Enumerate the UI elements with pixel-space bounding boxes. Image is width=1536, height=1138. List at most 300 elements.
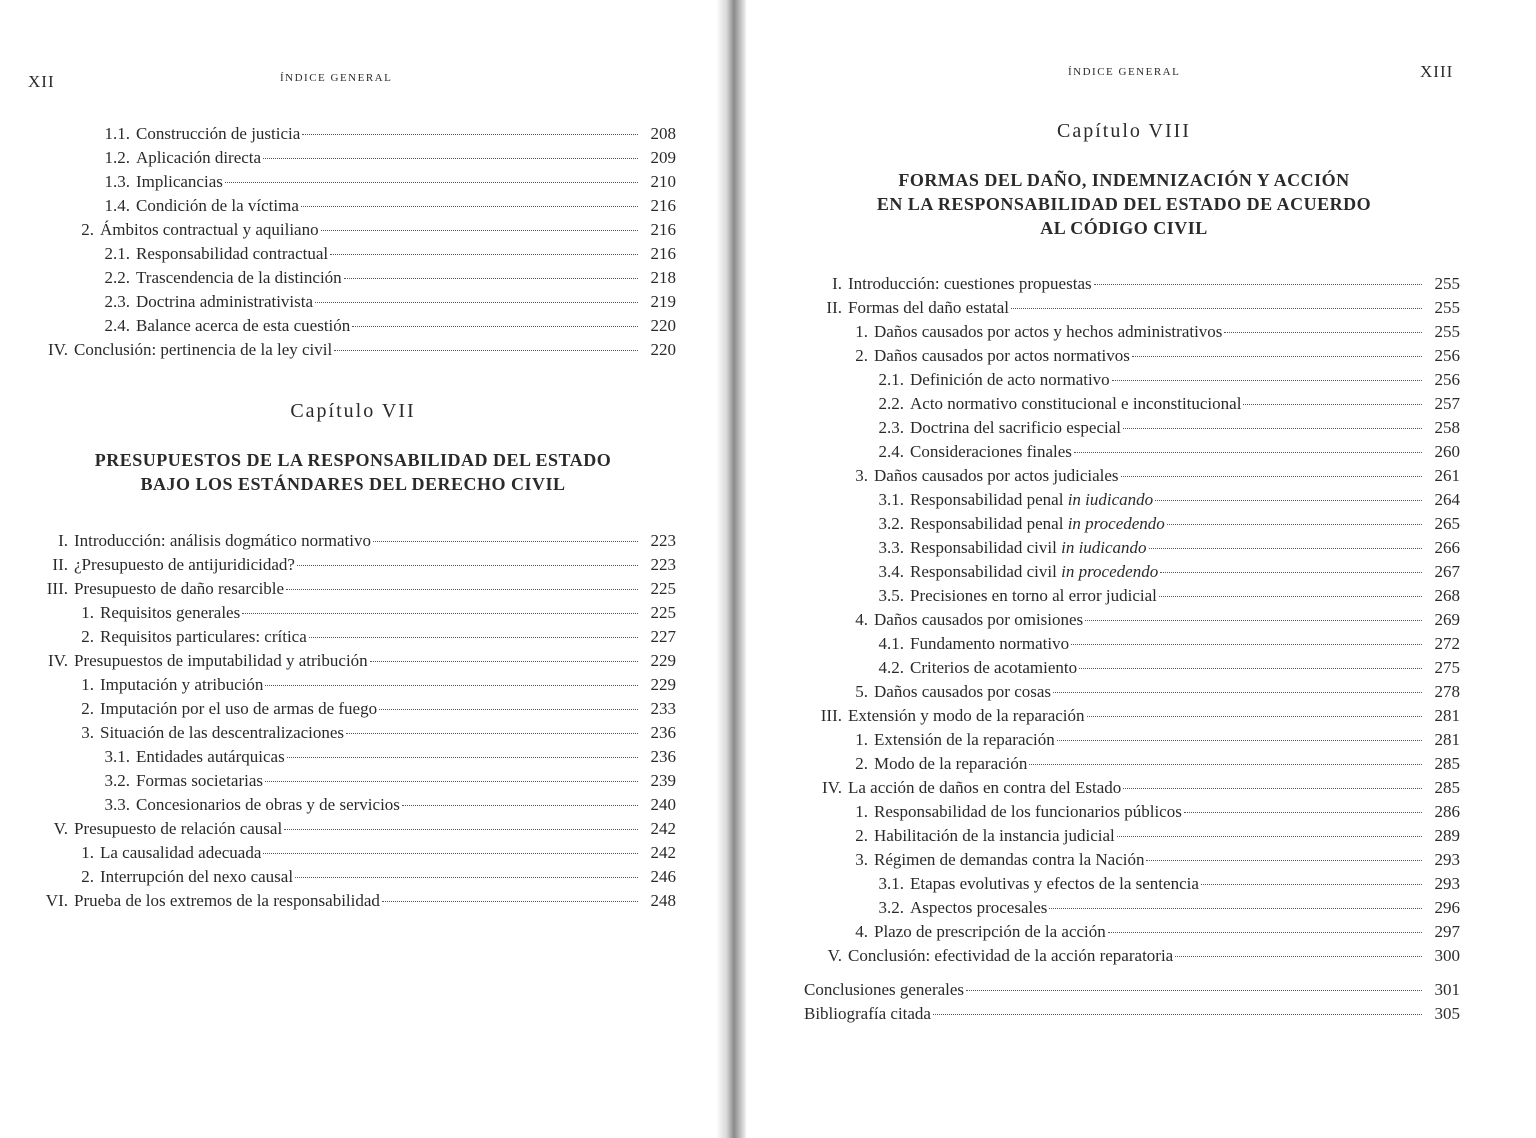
dot-leader (1029, 763, 1422, 765)
toc-entry (30, 625, 676, 649)
toc-entry-title-text: La causalidad adecuada (100, 843, 262, 862)
toc-entry-page: 220 (650, 316, 676, 335)
toc-entry-title-text: Requisitos particulares: crítica (100, 627, 307, 646)
toc-entry (30, 721, 676, 745)
toc-entry-title-text: Daños causados por actos judiciales (874, 466, 1119, 485)
toc-entry (804, 440, 1460, 464)
dot-leader (373, 540, 638, 542)
toc-entry-title-text: Imputación por el uso de armas de fuego (100, 699, 378, 718)
dot-leader (1175, 955, 1422, 957)
dot-leader (1149, 547, 1422, 549)
dot-leader (1108, 931, 1422, 933)
dot-leader (1155, 499, 1422, 501)
toc-entry-title (874, 608, 1083, 632)
toc-entry-page: 242 (650, 843, 676, 862)
toc-entry-title-text: Consideraciones finales (910, 442, 1072, 461)
toc-entry-title (74, 889, 380, 913)
toc-entry-number: 5. (855, 682, 868, 701)
toc-entry-title: Bibliografía citada (804, 1004, 931, 1023)
toc-entry-title-text: Precisiones en torno al error judicial (910, 586, 1157, 605)
toc-entry-page: 209 (650, 148, 676, 167)
toc-entry-number: 2.4. (878, 442, 904, 461)
toc-entry-title-text: Presupuesto de relación causal (74, 819, 283, 838)
toc-entry-title-text: Responsabilidad civil (910, 562, 1057, 581)
toc-entry-page: 246 (650, 867, 676, 886)
toc-entry-title-text: Imputación y atribución (100, 675, 264, 694)
toc-entry-number: 1. (855, 802, 868, 821)
toc-entry-title-text: Presupuestos de imputabilidad y atribución (74, 651, 368, 670)
toc-entry-number: II. (52, 555, 68, 574)
dot-leader (1123, 427, 1422, 429)
toc-entry (30, 266, 676, 290)
running-head: ÍNDICE GENERAL (280, 72, 393, 84)
toc-entry-number: 3.1. (878, 874, 904, 893)
toc-entry-page: 236 (650, 747, 676, 766)
dot-leader (302, 133, 638, 135)
toc-entry-title (100, 673, 263, 697)
dot-leader (352, 325, 638, 327)
toc-entry-title (910, 632, 1069, 656)
chapter-title-line: FORMAS DEL DAÑO, INDEMNIZACIÓN Y ACCIÓN (898, 170, 1350, 190)
book-gutter (716, 0, 746, 1138)
toc-entry (30, 122, 676, 146)
toc-entry (30, 338, 676, 362)
toc-entry-page: 269 (1434, 610, 1460, 629)
toc-entry-number: 1. (81, 675, 94, 694)
toc-entry-page: 296 (1434, 898, 1460, 917)
dot-leader (1094, 283, 1422, 285)
toc-entry-title-text: Definición de acto normativo (910, 370, 1110, 389)
toc-entry-number: 2. (855, 754, 868, 773)
toc-entry-title (874, 320, 1222, 344)
toc-entry (30, 769, 676, 793)
dot-leader (1071, 643, 1422, 645)
toc-entry-title (910, 560, 1158, 584)
toc-entry-page: 216 (650, 196, 676, 215)
toc-entry-title (874, 752, 1027, 776)
toc-entry-number: 4.1. (878, 634, 904, 653)
toc-entry-title-text: Aplicación directa (136, 148, 262, 167)
toc-entry-title (910, 896, 1047, 920)
toc-entry-title (874, 344, 1130, 368)
toc-entry-title-text: Implicancias (136, 172, 223, 191)
toc-entry-title (848, 776, 1121, 800)
toc-entry-page: 236 (650, 723, 676, 742)
toc-entry (30, 745, 676, 769)
toc-entry-number: 2.2. (878, 394, 904, 413)
toc-entry-title-text: Aspectos procesales (910, 898, 1048, 917)
toc-entry-number: IV. (48, 651, 68, 670)
toc-entry-page: 285 (1434, 754, 1460, 773)
toc-entry-number: 3.4. (878, 562, 904, 581)
toc-entry-number: 4.2. (878, 658, 904, 677)
toc-entry (30, 242, 676, 266)
toc-entry-title-text: Responsabilidad penal (910, 514, 1064, 533)
toc-entry-number: I. (832, 274, 842, 293)
dot-leader (370, 660, 638, 662)
toc-entry-title-text: Criterios de acotamiento (910, 658, 1078, 677)
toc-entry-title (874, 920, 1106, 944)
dot-leader (344, 277, 638, 279)
toc-entry (804, 368, 1460, 392)
toc-entry-number: IV. (822, 778, 842, 797)
toc-entry-title-text: Habilitación de la instancia judicial (874, 826, 1115, 845)
toc-entry (804, 728, 1460, 752)
toc-entry-title-text: Daños causados por cosas (874, 682, 1052, 701)
toc-entry (30, 673, 676, 697)
toc-entry-title-text: Construcción de justicia (136, 124, 301, 143)
toc-entry-title-text: Fundamento normativo (910, 634, 1070, 653)
toc-list (804, 272, 1460, 1026)
toc-entry-number: 2.1. (104, 244, 130, 263)
toc-entry-title (874, 464, 1119, 488)
toc-entry-number: 3.1. (878, 490, 904, 509)
toc-entry (30, 697, 676, 721)
toc-entry-page: 293 (1434, 850, 1460, 869)
toc-entry-title (910, 392, 1241, 416)
toc-entry-title (136, 769, 263, 793)
toc-entry-number: IV. (48, 340, 68, 359)
toc-entry-number: 2.3. (104, 292, 130, 311)
toc-entry-page: 242 (650, 819, 676, 838)
toc-entry-title (874, 800, 1182, 824)
toc-entry-title-text: ¿Presupuesto de antijuridicidad? (74, 555, 295, 574)
chapter-title (804, 168, 1444, 240)
toc-entry-page: 261 (1434, 466, 1460, 485)
dot-leader (1159, 595, 1422, 597)
toc-entry-page: 225 (650, 603, 676, 622)
toc-entry-number: 2. (855, 346, 868, 365)
toc-entry-number: 2.2. (104, 268, 130, 287)
chapter-label: Capítulo VIII (1057, 120, 1191, 142)
dot-leader (287, 756, 638, 758)
dot-leader (242, 612, 638, 614)
dot-leader (1074, 451, 1422, 453)
toc-entry-page: 256 (1434, 370, 1460, 389)
toc-entry-page: 227 (650, 627, 676, 646)
toc-entry-title (136, 194, 299, 218)
toc-entry-number: 1.4. (104, 196, 130, 215)
toc-entry-number: 2. (81, 699, 94, 718)
toc-entry-page: 265 (1434, 514, 1460, 533)
toc-entry-title (100, 721, 344, 745)
toc-entry-title (136, 170, 223, 194)
toc-entry-title (910, 512, 1165, 536)
toc-entry (804, 416, 1460, 440)
toc-entry (804, 320, 1460, 344)
dot-leader (379, 708, 638, 710)
dot-leader (1123, 787, 1422, 789)
toc-entry-page: 216 (650, 244, 676, 263)
toc-entry (30, 218, 676, 242)
toc-entry-title (136, 122, 300, 146)
dot-leader (1011, 307, 1422, 309)
toc-entry-title-text: Conclusión: efectividad de la acción reparatoria (848, 946, 1174, 965)
toc-entry-title-text: Responsabilidad contractual (136, 244, 329, 263)
toc-entry-title-text: Acto normativo constitucional e inconstitucional (910, 394, 1242, 413)
toc-entry (30, 865, 676, 889)
dot-leader (265, 684, 638, 686)
dot-leader (1117, 835, 1422, 837)
toc-entry-title (136, 146, 261, 170)
toc-entry-number: 2.3. (878, 418, 904, 437)
toc-entry-page: 248 (650, 891, 676, 910)
toc-entry-title (74, 577, 284, 601)
toc-entry-title (136, 290, 313, 314)
dot-leader (334, 349, 638, 351)
toc-entry-title (100, 841, 261, 865)
dot-leader (330, 253, 638, 255)
toc-entry-title-text: Ámbitos contractual y aquiliano (100, 220, 319, 239)
toc-entry-title-text: Entidades autárquicas (136, 747, 285, 766)
toc-entry-title (848, 296, 1009, 320)
chapter-title-line: EN LA RESPONSABILIDAD DEL ESTADO DE ACUERDO (876, 194, 1372, 214)
toc-entry-page: 225 (650, 579, 676, 598)
toc-entry-number: 2.1. (878, 370, 904, 389)
dot-leader (1146, 859, 1422, 861)
chapter-title-line: BAJO LOS ESTÁNDARES DEL DERECHO CIVIL (140, 474, 566, 494)
toc-entry-title-text: Formas societarias (136, 771, 263, 790)
toc-entry (804, 872, 1460, 896)
toc-entry-number: V. (53, 819, 68, 838)
toc-entry-title-text: Daños causados por actos normativos (874, 346, 1130, 365)
toc-entry-title (74, 338, 332, 362)
toc-entry-number: 3.2. (878, 898, 904, 917)
toc-backmatter-entry (804, 1002, 1460, 1026)
toc-entry (30, 553, 676, 577)
toc-entry (804, 584, 1460, 608)
toc-entry-title (100, 601, 240, 625)
toc-entry-title (848, 944, 1173, 968)
toc-entry-title-text: Modo de la reparación (874, 754, 1028, 773)
toc-entry-title (910, 584, 1157, 608)
toc-entry-title (910, 488, 1153, 512)
toc-entry-page: 218 (650, 268, 676, 287)
toc-entry-title (136, 266, 342, 290)
toc-entry-title (910, 440, 1072, 464)
dot-leader (321, 229, 638, 231)
toc-entry (804, 680, 1460, 704)
toc-entry-title-text: Daños causados por omisiones (874, 610, 1084, 629)
toc-entry-title-text: La acción de daños en contra del Estado (848, 778, 1122, 797)
dot-leader (1201, 883, 1422, 885)
toc-entry-number: 4. (855, 922, 868, 941)
toc-entry-number: 1. (81, 843, 94, 862)
toc-entry-title (874, 848, 1144, 872)
toc-entry (30, 170, 676, 194)
dot-leader (933, 1013, 1422, 1015)
dot-leader (263, 157, 638, 159)
dot-leader (1224, 331, 1422, 333)
toc-entry-page: 293 (1434, 874, 1460, 893)
toc-entry-number: 3.2. (104, 771, 130, 790)
toc-entry-number: 4. (855, 610, 868, 629)
dot-leader (263, 852, 638, 854)
toc-entry-number: III. (820, 706, 842, 725)
toc-entry-title-italic: in procedendo (1067, 514, 1165, 533)
dot-leader (1121, 475, 1422, 477)
toc-entry-title (136, 242, 328, 266)
toc-entry-page: 267 (1434, 562, 1460, 581)
toc-entry-title-text: Requisitos generales (100, 603, 241, 622)
toc-entry-title-text: Formas del daño estatal (848, 298, 1009, 317)
dot-leader (1049, 907, 1422, 909)
toc-entry-title (910, 368, 1110, 392)
dot-leader (265, 780, 638, 782)
toc-entry (804, 704, 1460, 728)
toc-entry-title (910, 536, 1147, 560)
dot-leader (382, 900, 638, 902)
dot-leader (1053, 691, 1422, 693)
toc-entry (30, 146, 676, 170)
toc-entry-number: 2. (81, 867, 94, 886)
toc-entry-title-text: Condición de la víctima (136, 196, 299, 215)
toc-entry (30, 601, 676, 625)
dot-leader (1112, 379, 1422, 381)
toc-entry-number: 3. (855, 850, 868, 869)
left-page (0, 0, 720, 1138)
toc-entry-number: II. (826, 298, 842, 317)
toc-entry-page: 266 (1434, 538, 1460, 557)
dot-leader (1057, 739, 1422, 741)
dot-leader (284, 828, 638, 830)
dot-leader (1079, 667, 1422, 669)
toc-entry-page: 275 (1434, 658, 1460, 677)
toc-list-continued (30, 122, 676, 362)
dot-leader (402, 804, 638, 806)
toc-entry-title (74, 649, 368, 673)
dot-leader (1160, 571, 1422, 573)
dot-leader (225, 181, 638, 183)
toc-entry-number: 2. (81, 220, 94, 239)
toc-entry (804, 920, 1460, 944)
dot-leader (1167, 523, 1422, 525)
toc-entry-number: 1.1. (104, 124, 130, 143)
toc-entry-page: 255 (1434, 298, 1460, 317)
toc-entry-title-text: Introducción: análisis dogmático normativo (74, 531, 371, 550)
toc-entry-title-text: Doctrina del sacrificio especial (910, 418, 1121, 437)
toc-entry-number: 2. (855, 826, 868, 845)
toc-entry (804, 344, 1460, 368)
toc-entry-title-italic: in iudicando (1067, 490, 1154, 509)
toc-backmatter-entry (804, 978, 1460, 1002)
right-page (744, 0, 1536, 1138)
toc-entry (804, 392, 1460, 416)
toc-entry-number: 2. (81, 627, 94, 646)
toc-entry-title-text: Extensión y modo de la reparación (848, 706, 1085, 725)
toc-entry-page: 301 (1434, 980, 1460, 999)
toc-entry-page: 208 (650, 124, 676, 143)
toc-entry-number: III. (46, 579, 68, 598)
dot-leader (295, 876, 638, 878)
toc-entry (30, 194, 676, 218)
dot-leader (1087, 715, 1422, 717)
toc-entry-page: 257 (1434, 394, 1460, 413)
toc-entry-page: 289 (1434, 826, 1460, 845)
toc-entry-page: 297 (1434, 922, 1460, 941)
toc-entry (30, 817, 676, 841)
dot-leader (966, 989, 1422, 991)
toc-entry-title (874, 680, 1051, 704)
toc-entry-title (874, 728, 1055, 752)
toc-entry-title (100, 218, 319, 242)
toc-entry (30, 889, 676, 913)
toc-entry-number: 3.2. (878, 514, 904, 533)
dot-leader (1243, 403, 1422, 405)
toc-entry-page: 223 (650, 555, 676, 574)
toc-entry (804, 464, 1460, 488)
dot-leader (346, 732, 638, 734)
toc-entry-page: 216 (650, 220, 676, 239)
toc-entry-page: 260 (1434, 442, 1460, 461)
toc-entry-title (848, 704, 1085, 728)
toc-entry (804, 824, 1460, 848)
dot-leader (1085, 619, 1422, 621)
toc-entry-title (910, 656, 1077, 680)
toc-entry-page: 281 (1434, 730, 1460, 749)
toc-entry-title-italic: in procedendo (1061, 562, 1159, 581)
toc-entry-page: 255 (1434, 274, 1460, 293)
dot-leader (1184, 811, 1422, 813)
dot-leader (286, 588, 638, 590)
toc-entry (30, 290, 676, 314)
toc-entry-page: 220 (650, 340, 676, 359)
toc-entry-number: 3.3. (104, 795, 130, 814)
toc-entry (804, 272, 1460, 296)
toc-entry-title-text: Prueba de los extremos de la responsabilidad (74, 891, 380, 910)
toc-entry (804, 608, 1460, 632)
toc-entry-title-text: Trascendencia de la distinción (136, 268, 342, 287)
toc-entry-title (136, 745, 285, 769)
toc-entry-page: 264 (1434, 490, 1460, 509)
toc-entry-number: I. (58, 531, 68, 550)
toc-entry-title (136, 793, 400, 817)
toc-entry-title (100, 865, 293, 889)
toc-entry-title (910, 872, 1199, 896)
toc-entry (30, 577, 676, 601)
toc-entry-number: 2.4. (104, 316, 130, 335)
toc-entry-page: 256 (1434, 346, 1460, 365)
toc-entry-page: 305 (1434, 1004, 1460, 1023)
running-head: ÍNDICE GENERAL (1068, 66, 1181, 78)
toc-entry-number: 3.5. (878, 586, 904, 605)
toc-entry-page: 229 (650, 651, 676, 670)
dot-leader (309, 636, 638, 638)
toc-entry-page: 210 (650, 172, 676, 191)
toc-entry-page: 255 (1434, 322, 1460, 341)
toc-entry (30, 649, 676, 673)
toc-entry (804, 488, 1460, 512)
toc-entry-title-text: Situación de las descentralizaciones (100, 723, 345, 742)
toc-entry-page: 223 (650, 531, 676, 550)
toc-entry-title (910, 416, 1121, 440)
toc-entry-title (74, 553, 295, 577)
toc-entry-title (848, 272, 1092, 296)
toc-entry-title-text: Etapas evolutivas y efectos de la sentencia (910, 874, 1199, 893)
toc-entry-title-text: Concesionarios de obras y de servicios (136, 795, 400, 814)
chapter-label: Capítulo VII (290, 400, 416, 422)
toc-entry-number: V. (827, 946, 842, 965)
toc-entry (804, 776, 1460, 800)
toc-entry (804, 896, 1460, 920)
toc-entry-number: 1.3. (104, 172, 130, 191)
page-number: XII (28, 72, 55, 91)
toc-entry-page: 219 (650, 292, 676, 311)
toc-entry-title-text: Responsabilidad civil (910, 538, 1057, 557)
toc-entry-number: 3.1. (104, 747, 130, 766)
toc-entry-page: 281 (1434, 706, 1460, 725)
chapter-title-line: AL CÓDIGO CIVIL (1040, 218, 1208, 238)
